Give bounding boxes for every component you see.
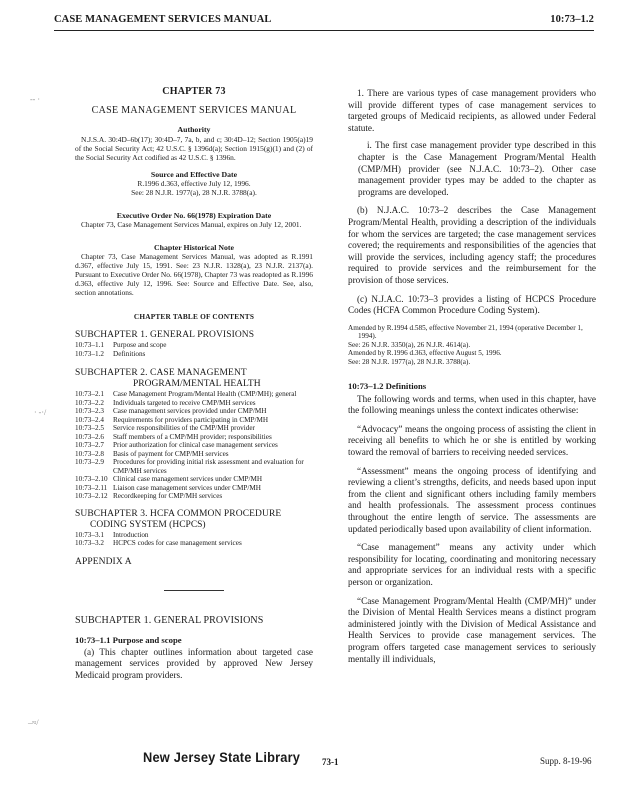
- running-header: [54, 14, 594, 28]
- authority-label: Authority: [177, 125, 211, 134]
- toc-subchapter-3: SUBCHAPTER 3. HCFA COMMON PROCEDURE: [75, 508, 282, 519]
- definition-advocacy: “Advocacy” means the ongoing process of assisting the client in receiving all benefits to which he or she is entitled by working toward the removal of barriers to receiving needed services.: [348, 423, 596, 458]
- toc-entry: 10:73–2.7 Prior authorization for clinical case management services: [75, 441, 278, 450]
- library-stamp: New Jersey State Library: [143, 750, 301, 765]
- para-c: (c) N.J.A.C. 10:73–3 provides a listing of HCPCS Procedure Codes (HCFA Common Procedure Coding System).: [348, 293, 596, 316]
- toc-entry: 10:73–1.1 Purpose and scope: [75, 341, 167, 350]
- definition-cmp-mh: “Case Management Program/Mental Health (CMP/MH)” under the Division of Mental Health Services means a distinct program administered jointly with the Division of Medical Assistance and Health Services to provide case management services. The program offers targeted case management services to seriously mentally ill individuals,: [348, 595, 596, 664]
- definitions-intro: The following words and terms, when used in this chapter, have the following meanings unless the context indicates otherwise:: [348, 393, 596, 416]
- margin-mark: –≈/: [28, 718, 39, 727]
- manual-title-header: CASE MANAGEMENT SERVICES MANUAL: [54, 14, 272, 25]
- supplement-date: Supp. 8-19-96: [540, 756, 592, 766]
- toc-list-2: [75, 390, 313, 501]
- toc-entry: 10:73–2.11 Liaison case management services under CMP/MH: [75, 483, 261, 492]
- toc-entry: 10:73–2.5 Service responsibilities of the CMP/MH provider: [75, 424, 255, 433]
- toc-entry: 10:73–3.1 Introduction: [75, 530, 149, 539]
- toc-entry: 10:73–2.3 Case management services provided under CMP/MH: [75, 407, 267, 416]
- toc-list-3: [75, 531, 313, 548]
- history-line: See: 28 N.J.R. 1977(a), 28 N.J.R. 3788(a).: [348, 358, 471, 367]
- subchapter-1-heading: SUBCHAPTER 1. GENERAL PROVISIONS: [75, 614, 264, 626]
- history-line: Amended by R.1994 d.585, effective November 21, 1994 (operative December 1, 1994).: [348, 323, 583, 341]
- historical-note-label: Chapter Historical Note: [154, 242, 234, 252]
- para-1-i: i. The first case management provider type described in this chapter is the Case Management Program/Mental Health (CMP/MH) provider (see N.J.A.C. 10:73–2). Other case management provider types may be added to the chapter as programs are developed.: [358, 140, 596, 197]
- toc-entry: 10:73–1.2 Definitions: [75, 349, 146, 358]
- section-number-header: 10:73–1.2: [550, 14, 594, 25]
- definition-case-management: “Case management” means any activity under which responsibility for locating, coordinating and monitoring necessary and appropriate services for an individual rests with a specific person or organization.: [348, 542, 596, 587]
- section-divider: [164, 590, 224, 591]
- margin-mark: · -·/: [34, 408, 47, 417]
- toc-subchapter-2: SUBCHAPTER 2. CASE MANAGEMENT: [75, 368, 247, 379]
- para-1: 1. There are various types of case management providers who will provide different types of case management services to targeted groups of Medicaid recipients, as allowed under Federal statute.: [348, 88, 596, 133]
- history-line: See: 26 N.J.R. 3350(a), 26 N.J.R. 4614(a).: [348, 340, 471, 349]
- source-line-2: See: 28 N.J.R. 1977(a), 28 N.J.R. 3788(a).: [131, 188, 257, 198]
- chapter-number: CHAPTER 73: [162, 86, 226, 97]
- toc-entry: 10:73–2.12 Recordkeeping for CMP/MH services: [75, 492, 223, 501]
- section-1-1-title: 10:73–1.1 Purpose and scope: [75, 634, 182, 645]
- para-b: (b) N.J.A.C. 10:73–2 describes the Case Management Program/Mental Health, providing a description of the individuals for whom the services are targeted; the case management services covered; the requirements and responsibilities of the agencies that will provide the services, including agency staff; the procedures required to provide services and the reimbursement for the provision of those services.: [348, 205, 596, 285]
- toc-entry: 10:73–2.1 Case Management Program/Mental Health (CMP/MH); general: [75, 390, 297, 399]
- toc-heading: CHAPTER TABLE OF CONTENTS: [133, 312, 255, 322]
- section-1-1-para-a: (a) This chapter outlines information about targeted case management services provided by approved New Jersey Medicaid program providers.: [75, 646, 313, 680]
- toc-list-1: [75, 341, 313, 358]
- toc-entry: 10:73–2.2 Individuals targeted to receive CMP/MH services: [75, 398, 256, 407]
- executive-order-label: Executive Order No. 66(1978) Expiration Date: [116, 211, 272, 221]
- definition-assessment: “Assessment” means the ongoing process of identifying and reviewing a client’s strengths, deficits, and needs based upon input from the client and significant others including family members and health professionals. The assessment process continues throughout the entire length of service. The assessments are updated periodically based upon availability of client information.: [348, 465, 596, 534]
- toc-entry: 10:73–2.4 Requirements for providers participating in CMP/MH: [75, 415, 269, 424]
- toc-entry: 10:73–2.10 Clinical case management services under CMP/MH: [75, 475, 263, 484]
- toc-subchapter-1: SUBCHAPTER 1. GENERAL PROVISIONS: [75, 330, 255, 341]
- source-label: Source and Effective Date: [150, 170, 238, 180]
- toc-appendix: APPENDIX A: [75, 556, 132, 567]
- historical-note-text: Chapter 73, Case Management Services Manual, was adopted as R.1991 d.367, effective July 15, 1991. See: 23 N.J.R. 1328(a), 23 N.J.R. 2137(a). Pursuant to Executive Order No. 66(1978), Chapter 73 was readopted as R.1996 d.363, effective July 12, 1996. See: Source and Effective Date. See, also, section annotations.: [75, 251, 313, 297]
- source-line-1: R.1996 d.363, effective July 12, 1996.: [137, 179, 251, 189]
- toc-entry: 10:73–2.9 Procedures for providing initial risk assessment and evaluation for CMP/MH services: [75, 458, 304, 475]
- amendment-history: [348, 324, 596, 367]
- section-1-2-title: 10:73–1.2 Definitions: [348, 380, 427, 391]
- toc-entry: 10:73–3.2 HCPCS codes for case management services: [75, 539, 242, 548]
- history-line: Amended by R.1996 d.363, effective August 5, 1996.: [348, 349, 502, 358]
- right-column: [348, 88, 596, 665]
- toc-entry: 10:73–2.8 Basis of payment for CMP/MH services: [75, 449, 229, 458]
- toc-entry: 10:73–2.6 Staff members of a CMP/MH provider; responsibilities: [75, 432, 272, 441]
- header-rule: [54, 30, 594, 31]
- left-column: [75, 86, 313, 681]
- authority-text: N.J.S.A. 30:4D–6b(17); 30:4D–7, 7a, b, and c; 30:4D–12; Section 1905(a)19 of the Social Security Act; 42 U.S.C. § 1396d(a); Section 1915(g)(1) and (2) of the Social Security Act codified as 42 U.S.C. § 1396n.: [75, 135, 313, 163]
- executive-order-text: Chapter 73, Case Management Services Manual, expires on July 12, 2001.: [81, 220, 302, 230]
- page-number: 73-1: [322, 757, 339, 767]
- chapter-title: CASE MANAGEMENT SERVICES MANUAL: [91, 105, 297, 116]
- toc-subchapter-2-cont: PROGRAM/MENTAL HEALTH: [133, 379, 261, 390]
- margin-mark: -- ·: [30, 95, 40, 104]
- toc-subchapter-3-cont: CODING SYSTEM (HCPCS): [90, 519, 206, 530]
